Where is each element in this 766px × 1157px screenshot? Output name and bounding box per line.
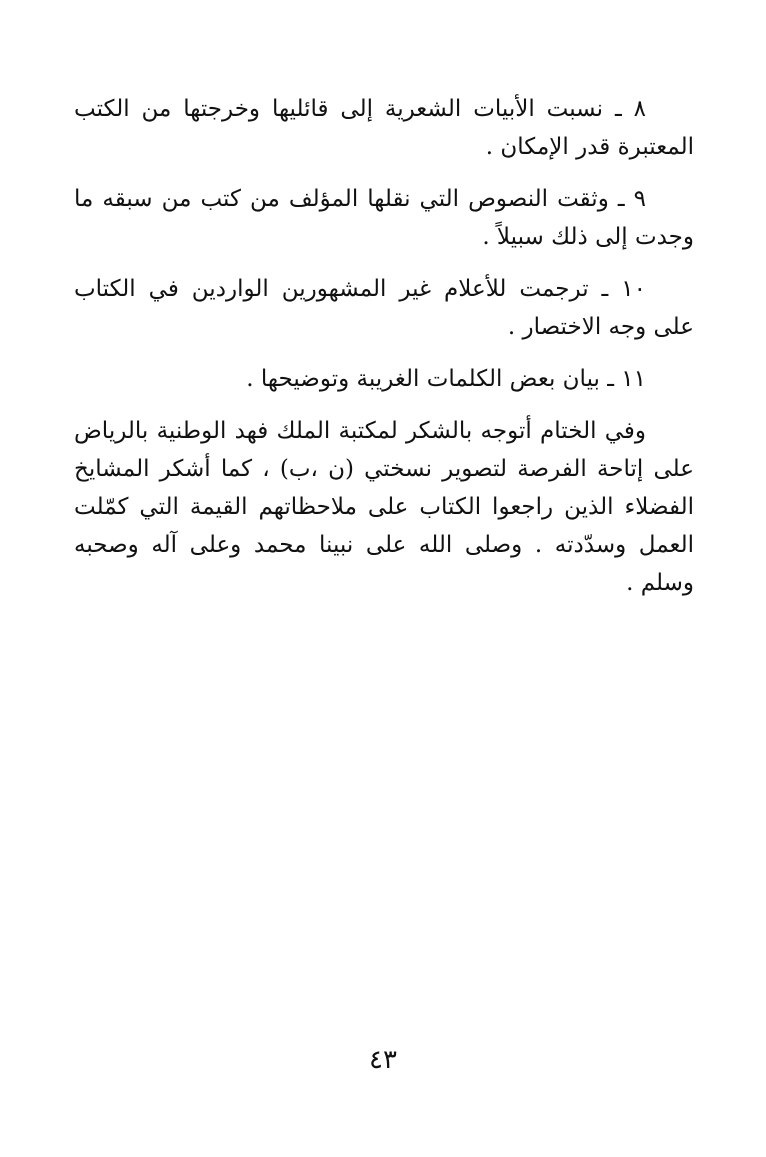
list-item-8: ٨ ـ نسبت الأبيات الشعرية إلى قائليها وخرجتها من الكتب المعتبرة قدر الإمكان . [74,96,694,160]
list-item-11: ١١ ـ بيان بعض الكلمات الغريبة وتوضيحها . [246,366,646,392]
closing-paragraph: وفي الختام أتوجه بالشكر لمكتبة الملك فهد الوطنية بالرياض على إتاحة الفرصة لتصوير نسختي (ن ،ب) ، كما أشكر المشايخ الفضلاء الذين راجعوا الكتاب على ملاحظاتهم القيمة التي كمّلت العمل وسدّدته . وصلى الله على نبينا محمد وعلى آله وصحبه وسلم . [74,418,694,596]
list-item-9: ٩ ـ وثقت النصوص التي نقلها المؤلف من كتب من سبقه ما وجدت إلى ذلك سبيلاً . [74,186,694,250]
page-body [74,90,694,602]
page-number: ٤٣ [369,1045,397,1075]
list-item-10: ١٠ ـ ترجمت للأعلام غير المشهورين الواردين في الكتاب على وجه الاختصار . [74,276,694,340]
